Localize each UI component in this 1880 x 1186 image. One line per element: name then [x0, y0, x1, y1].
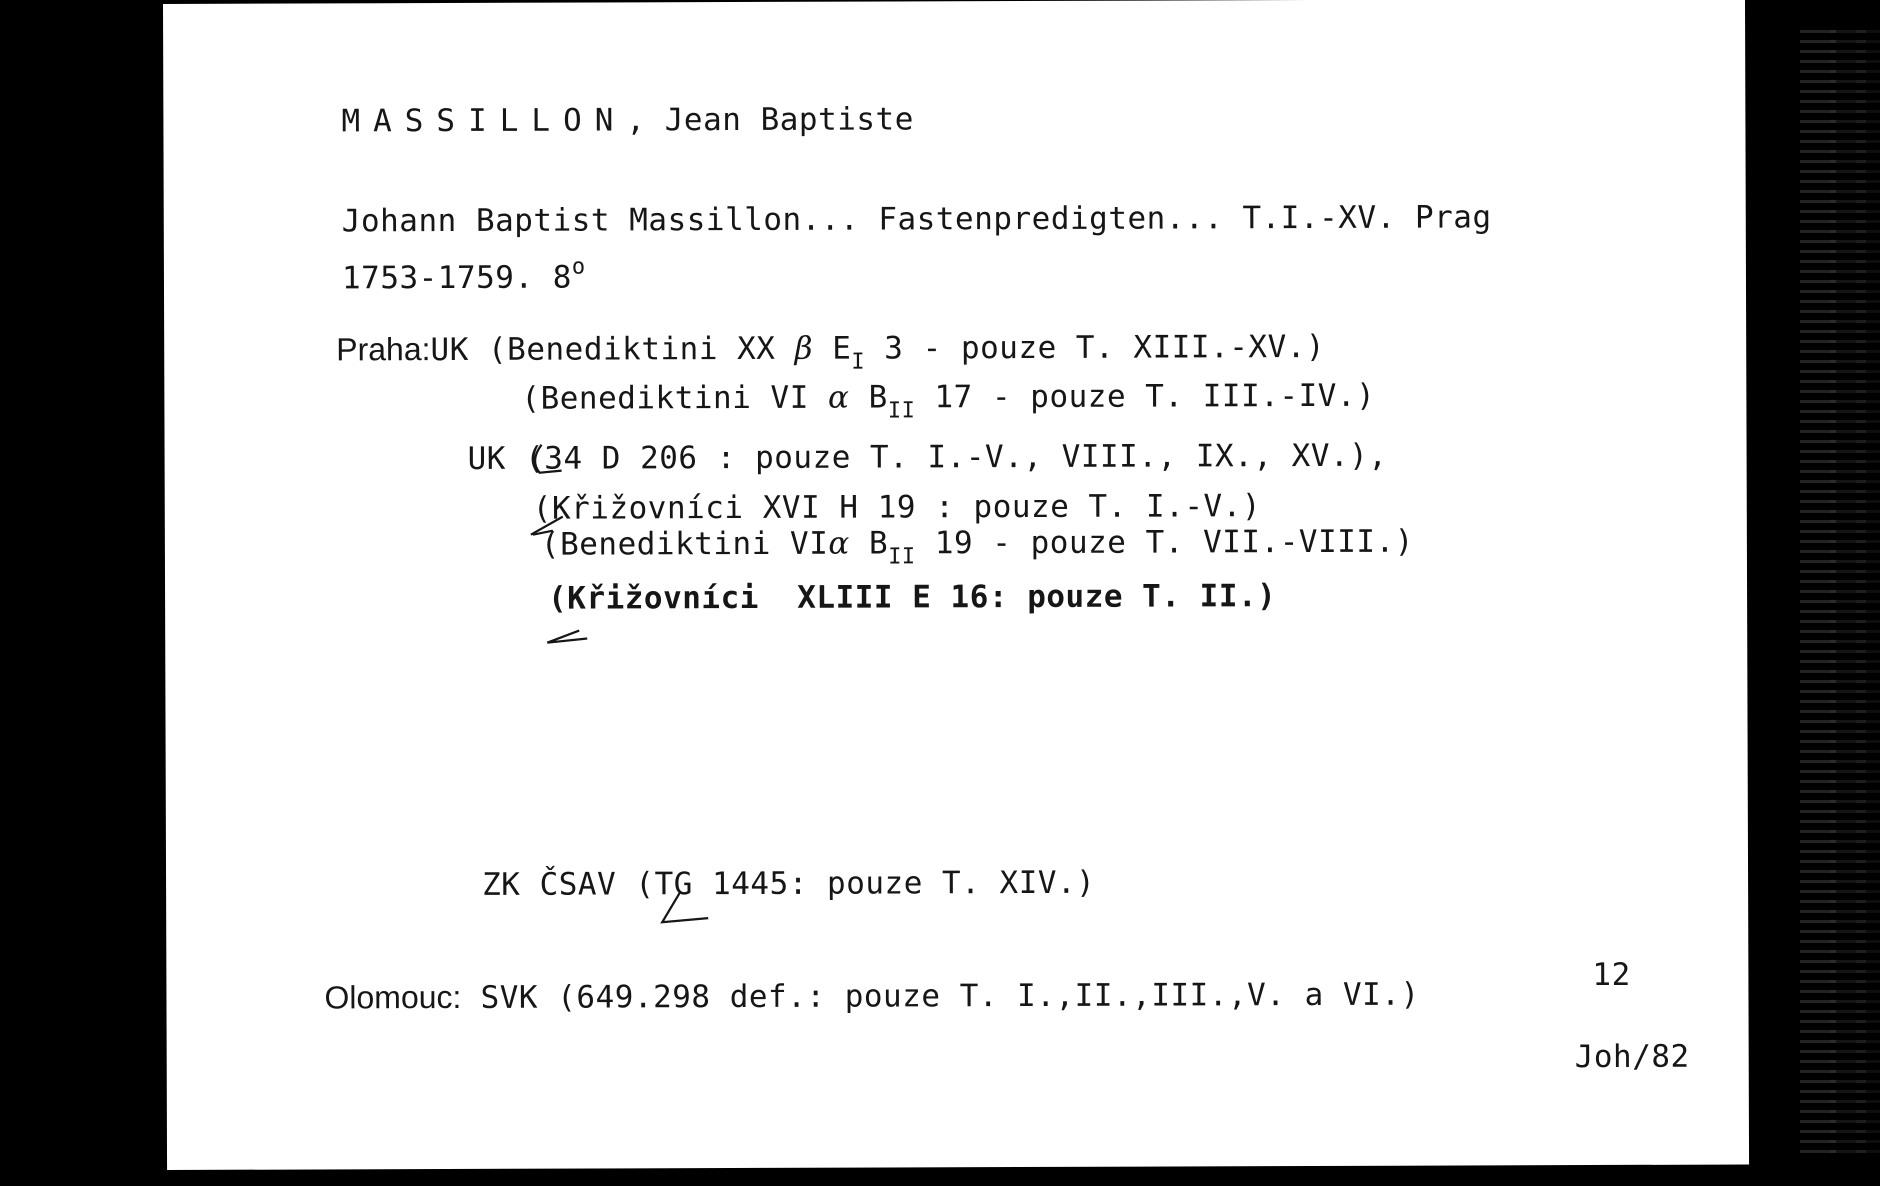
- title-line-2: [342, 255, 586, 297]
- location-olomouc: Olomouc:: [324, 978, 462, 1016]
- handwritten-tick-mark: [543, 620, 603, 650]
- holding-praha-uk-6: (Křižovníci XLIII E 16: pouze T. II.): [548, 578, 1277, 617]
- catalog-card: [163, 0, 1749, 1170]
- holding-praha-uk-5: (Benediktini VIα $B_{II}$ 19 - pouze T. VII.-VIII.): [540, 523, 1414, 570]
- card-number: 12: [1592, 956, 1631, 994]
- holding-praha-uk-3: UK (34 D 206 : pouze T. I.-V., VIII., IX., XV.),: [467, 437, 1388, 477]
- handwritten-tick-mark: [523, 491, 583, 551]
- holding-zk-csav: ZK ČSAV (TG 1445: pouze T. XIV.): [482, 864, 1096, 903]
- catalog-code: Joh/82: [1574, 1038, 1690, 1076]
- alpha-symbol: α: [827, 379, 850, 416]
- location-praha: Praha:: [336, 331, 431, 368]
- beta-symbol: β: [794, 330, 814, 367]
- scan-edge-noise: [1856, 30, 1880, 1160]
- handwritten-tick-mark: [528, 437, 568, 487]
- author-surname: MASSILLON: [341, 102, 627, 140]
- title-line-1: Johann Baptist Massillon... Fastenpredigten... T.I.-XV. Prag: [341, 199, 1492, 240]
- holding-praha-uk-4: (Křižovníci XVI H 19 : pouze T. I.-V.): [532, 488, 1262, 527]
- imprint: 1753-1759. 8: [341, 259, 572, 297]
- format-superscript: o: [571, 254, 586, 280]
- holding-olomouc: Olomouc: SVK (649.298 def.: pouze T. I.,II.,III.,V. a VI.): [324, 976, 1420, 1016]
- holding-praha-uk-1: Praha:UK (Benediktini XX β $E_I$ 3 - pouze T. XIII.-XV.): [336, 328, 1326, 375]
- heading: [341, 101, 914, 139]
- holding-praha-uk-2: (Benediktini VI α $B_{II}$ 17 - pouze T. III.-IV.): [521, 377, 1376, 424]
- alpha-symbol: α: [828, 525, 850, 562]
- author-given-name: , Jean Baptiste: [626, 101, 914, 139]
- handwritten-tick-mark: [652, 888, 722, 928]
